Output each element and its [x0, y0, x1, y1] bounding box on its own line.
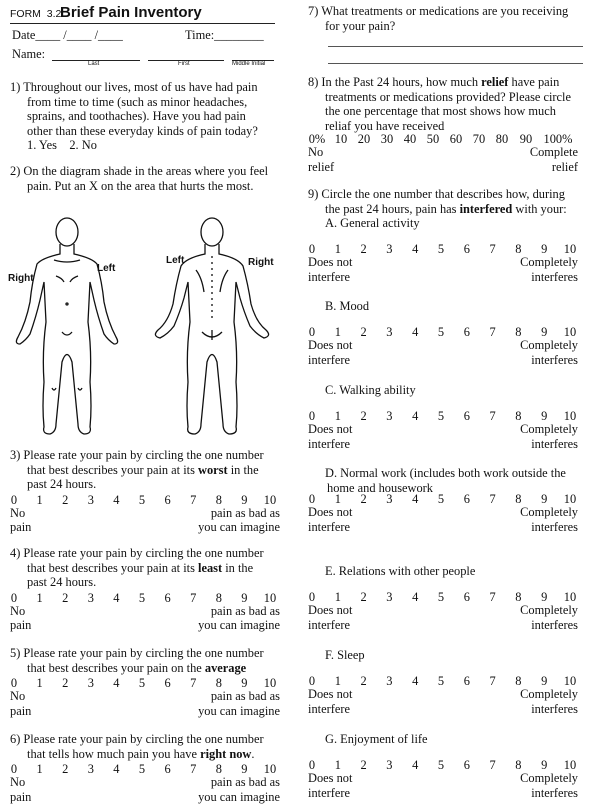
q9-item-e-option-5[interactable]: 5 [437, 590, 445, 604]
q9-item-a-option-6[interactable]: 6 [463, 242, 470, 256]
time-field[interactable]: Time:________ [185, 28, 264, 42]
q9-item-a-left-anchor [308, 255, 352, 284]
q9-item-a-option-9[interactable]: 9 [541, 242, 548, 256]
q9-item-g-label-line-1: G. Enjoyment of life [325, 732, 428, 746]
q6-line2-bold: right now [200, 746, 252, 761]
q8-left-anchor-1: No [308, 145, 324, 159]
q5-right-anchor [160, 689, 280, 718]
q9-item-e-option-2[interactable]: 2 [360, 590, 367, 604]
q9-item-a-right-anchor [468, 255, 578, 284]
q1-option-no[interactable]: 2. No [69, 138, 97, 152]
q9-item-b-right-anchor-2: interferes [531, 352, 578, 367]
q4-right-anchor-2: you can imagine [198, 618, 280, 632]
q3-right-anchor-2: you can imagine [198, 520, 280, 534]
q9-item-b-option-9[interactable]: 9 [541, 325, 548, 339]
q9-line2-post: with your: [512, 201, 567, 216]
q8-line-4: reliaf you have received [325, 118, 445, 133]
q3-right-anchor-1: pain as bad as [210, 505, 280, 520]
q9-item-c-left-anchor [308, 422, 352, 451]
q5-left-anchor-1: No [10, 689, 26, 703]
q3-line2-post: in the [227, 462, 259, 477]
q9-item-d-right-anchor-2: interferes [531, 519, 578, 534]
q4-right-anchor-1: pain as bad as [210, 603, 280, 618]
q9-item-g-label [325, 732, 590, 747]
q9-item-c-label-line-1: C. Walking ability [325, 383, 416, 397]
q1-option-yes[interactable]: 1. Yes [27, 138, 57, 152]
q4-option-6[interactable]: 6 [164, 590, 171, 605]
q9-item-d-right-anchor-1: Completely [520, 505, 578, 519]
q3-right-anchor [160, 506, 280, 535]
q9-item-d-option-7[interactable]: 7 [489, 492, 496, 506]
q9-item-e-left-anchor [308, 603, 352, 632]
q5-line-2 [10, 661, 295, 676]
q9-item-c-option-0[interactable]: 0 [308, 409, 316, 423]
q3-left-anchor-1: No [10, 505, 26, 520]
q3-option-7[interactable]: 7 [190, 492, 197, 507]
question-2 [10, 164, 300, 193]
q8-post: have pain [508, 75, 560, 89]
name-last-sublabel: Last [88, 61, 100, 67]
q4-option-0[interactable]: 0 [10, 590, 18, 605]
q8-percent-option-4[interactable]: 40 [403, 132, 417, 146]
q3-option-5[interactable]: 5 [138, 492, 146, 507]
q9-item-e-option-10[interactable]: 10 [563, 590, 577, 604]
q9-item-f-option-6[interactable]: 6 [463, 674, 470, 688]
front-left-label: Left [97, 263, 116, 274]
q9-item-d-label [325, 466, 590, 495]
q9-item-g-right-anchor-2: interferes [531, 785, 578, 800]
q8-line-3: the one percentage that most shows how much [325, 104, 556, 118]
q9-item-d-option-0[interactable]: 0 [308, 492, 316, 506]
q4-line2-pre: that best describes your pain at its [27, 560, 199, 575]
q9-item-e-option-7[interactable]: 7 [489, 590, 496, 604]
q9-item-e-right-anchor-2: interferes [531, 617, 578, 632]
name-middle-sublabel: Middle Initial [232, 61, 266, 67]
q6-option-3[interactable]: 3 [87, 762, 94, 776]
q9-item-b-option-2[interactable]: 2 [360, 325, 367, 339]
q9-item-d-label-line-1: D. Normal work (includes both work outside the [325, 466, 566, 480]
q9-item-d-option-8[interactable]: 8 [515, 492, 522, 506]
q6-option-8[interactable]: 8 [215, 762, 222, 776]
q9-item-g-option-3[interactable]: 3 [386, 758, 393, 772]
q4-option-5[interactable]: 5 [138, 590, 146, 605]
q9-item-b-left-anchor-2: interfere [308, 352, 350, 367]
q9-line-2 [308, 202, 590, 217]
q9-item-d-option-3[interactable]: 3 [386, 492, 393, 506]
q5-option-3[interactable]: 3 [87, 676, 94, 690]
q9-item-g-option-7[interactable]: 7 [489, 758, 496, 772]
question-4 [10, 546, 295, 590]
q6-right-anchor-1: pain as bad as [210, 775, 280, 789]
q9-item-d-option-5[interactable]: 5 [437, 492, 445, 506]
q9-item-a-option-5[interactable]: 5 [437, 242, 445, 256]
q9-item-c-left-anchor-2: interfere [308, 436, 350, 451]
q3-option-10[interactable]: 10 [263, 492, 277, 507]
q6-line2-post: . [251, 746, 255, 761]
q9-item-b-option-8[interactable]: 8 [515, 325, 522, 339]
q9-item-a-option-7[interactable]: 7 [489, 242, 496, 256]
q7-line-2: for your pain? [325, 18, 396, 33]
q9-item-f-option-5[interactable]: 5 [437, 674, 445, 688]
q6-right-anchor [160, 775, 280, 804]
q4-line2-bold: least [198, 560, 223, 575]
q1-line-4: other than these everyday kinds of pain today? [27, 123, 258, 138]
q9-item-c-option-1[interactable]: 1 [334, 409, 341, 423]
name-label: Name: [12, 47, 46, 61]
question-5 [10, 646, 295, 675]
q5-option-10[interactable]: 10 [263, 676, 277, 690]
q9-item-b-option-10[interactable]: 10 [563, 325, 577, 339]
back-right-label: Right [248, 257, 274, 268]
q3-option-8[interactable]: 8 [215, 492, 222, 507]
q9-item-g-left-anchor-1: Does not [308, 771, 353, 785]
q6-line2-pre: that tells how much pain you have [27, 746, 201, 761]
q3-line2-pre: that best describes your pain at its [27, 462, 199, 477]
q8-percent-option-7[interactable]: 70 [472, 132, 486, 146]
q8-line-1 [308, 75, 559, 89]
q6-left-anchor [10, 775, 31, 804]
q5-left-anchor [10, 689, 31, 718]
q9-item-e-option-0[interactable]: 0 [308, 590, 316, 604]
q8-left-anchor [308, 145, 334, 174]
q9-item-a-option-10[interactable]: 10 [563, 242, 577, 256]
q4-right-anchor [160, 604, 280, 633]
q8-right-anchor-2: relief [551, 159, 578, 174]
question-6 [10, 732, 295, 761]
q9-item-b-right-anchor [468, 338, 578, 367]
q9-item-e-label-line-1: E. Relations with other people [325, 564, 476, 578]
q9-item-a-option-0[interactable]: 0 [308, 242, 316, 256]
q1-line-1: 1) Throughout our lives, most of us have had pain [10, 80, 258, 94]
q4-option-7[interactable]: 7 [190, 590, 197, 605]
q8-pre: 8) In the Past 24 hours, how much [308, 75, 482, 89]
q6-option-1[interactable]: 1 [36, 762, 43, 776]
q5-option-6[interactable]: 6 [164, 676, 171, 690]
q3-option-4[interactable]: 4 [113, 492, 120, 507]
q9-item-c-option-6[interactable]: 6 [463, 409, 470, 423]
q8-percent-option-10[interactable]: 100% [543, 132, 573, 146]
q9-item-f-option-10[interactable]: 10 [563, 674, 577, 688]
q9-item-f-option-9[interactable]: 9 [541, 674, 548, 688]
q9-item-c-right-anchor-1: Completely [520, 422, 578, 436]
q9-item-a-left-anchor-2: interfere [308, 269, 350, 284]
q4-left-anchor-2: pain [10, 618, 32, 632]
q9-item-b-option-3[interactable]: 3 [386, 325, 393, 339]
q9-item-d-label-line-2: home and housework [327, 480, 433, 495]
q6-option-2[interactable]: 2 [62, 762, 69, 776]
q9-item-e-right-anchor-1: Completely [520, 603, 578, 617]
q9-item-b-option-5[interactable]: 5 [437, 325, 445, 339]
q9-item-f-right-anchor-1: Completely [520, 687, 578, 701]
q9-item-g-option-10[interactable]: 10 [563, 758, 577, 772]
q9-item-g-option-8[interactable]: 8 [515, 758, 522, 772]
q1-line-3: sprains, and toothaches). Have you had pain [27, 109, 246, 123]
q4-left-anchor [10, 604, 31, 633]
q9-item-b-label-line-1: B. Mood [325, 299, 370, 313]
q9-item-a-left-anchor-1: Does not [308, 255, 353, 269]
q9-item-e-option-8[interactable]: 8 [515, 590, 522, 604]
q9-item-d-option-1[interactable]: 1 [334, 492, 341, 506]
q9-item-a-option-2[interactable]: 2 [360, 242, 367, 256]
q6-left-anchor-1: No [10, 775, 26, 789]
q9-item-d-scale [0, 492, 591, 506]
q9-item-g-option-1[interactable]: 1 [334, 758, 341, 772]
q5-option-2[interactable]: 2 [62, 676, 69, 690]
q9-item-g-option-9[interactable]: 9 [541, 758, 548, 772]
q9-item-f-label [325, 648, 590, 663]
q9-item-b-option-7[interactable]: 7 [489, 325, 496, 339]
q8-right-anchor-1: Complete [529, 145, 578, 159]
q3-left-anchor [10, 506, 31, 535]
q6-option-7[interactable]: 7 [190, 762, 197, 776]
q8-percent-option-0[interactable]: 0% [308, 132, 326, 146]
q9-item-a-label [325, 216, 590, 231]
q9-item-f-label-line-1: F. Sleep [325, 648, 365, 662]
q3-line-1: 3) Please rate your pain by circling the one number [10, 448, 264, 462]
q3-line2-bold: worst [198, 462, 228, 477]
q5-line2-pre: that best describes your pain on the [27, 660, 205, 675]
q9-item-c-option-3[interactable]: 3 [386, 409, 393, 423]
q9-item-f-option-7[interactable]: 7 [489, 674, 496, 688]
q9-item-b-option-1[interactable]: 1 [334, 325, 341, 339]
q9-item-e-option-6[interactable]: 6 [463, 590, 470, 604]
q4-option-1[interactable]: 1 [36, 590, 43, 605]
question-3 [10, 448, 295, 492]
q6-option-4[interactable]: 4 [113, 762, 120, 776]
q9-item-g-option-6[interactable]: 6 [463, 758, 470, 772]
q9-item-g-right-anchor-1: Completely [520, 771, 578, 785]
q5-option-8[interactable]: 8 [215, 676, 222, 690]
q9-item-a-option-8[interactable]: 8 [515, 242, 522, 256]
q8-line-2: treatments or medications provided? Please circle [325, 89, 571, 104]
q9-item-b-option-4[interactable]: 4 [412, 325, 419, 339]
question-8 [308, 75, 588, 133]
question-7 [308, 4, 588, 33]
q9-item-c-label [325, 383, 590, 398]
q5-option-0[interactable]: 0 [10, 676, 18, 690]
q9-item-c-left-anchor-1: Does not [308, 422, 353, 436]
q8-percent-option-5[interactable]: 50 [426, 132, 440, 146]
q8-right-anchor [478, 145, 578, 174]
q9-item-b-left-anchor-1: Does not [308, 338, 353, 352]
q9-item-e-option-4[interactable]: 4 [412, 590, 419, 604]
date-field[interactable]: Date____ /____ /____ [12, 28, 123, 42]
q9-line-1: 9) Circle the one number that describes how, during [308, 187, 565, 201]
q9-item-b-scale [0, 325, 591, 339]
q9-item-c-right-anchor-2: interferes [531, 436, 578, 451]
q9-item-c-option-7[interactable]: 7 [489, 409, 496, 423]
q9-item-f-left-anchor [308, 687, 352, 716]
q9-item-c-option-4[interactable]: 4 [412, 409, 419, 423]
q6-option-10[interactable]: 10 [263, 762, 277, 776]
q9-item-f-option-2[interactable]: 2 [360, 674, 367, 688]
q6-option-9[interactable]: 9 [241, 762, 248, 776]
q4-line-1: 4) Please rate your pain by circling the one number [10, 546, 264, 560]
q7-answer-line-1[interactable] [328, 46, 583, 47]
form-title: Brief Pain Inventory [60, 4, 202, 21]
q9-item-d-option-6[interactable]: 6 [463, 492, 470, 506]
q9-item-c-option-8[interactable]: 8 [515, 409, 522, 423]
q9-item-c-option-10[interactable]: 10 [563, 409, 577, 423]
q9-item-g-left-anchor [308, 771, 352, 800]
q8-percent-scale [0, 132, 591, 146]
q2-line-2: pain. Put an X on the area that hurts the most. [27, 178, 254, 193]
q9-item-d-option-9[interactable]: 9 [541, 492, 548, 506]
q2-line-1: 2) On the diagram shade in the areas where you feel [10, 164, 269, 178]
q5-right-anchor-1: pain as bad as [210, 689, 280, 703]
q9-item-g-right-anchor [468, 771, 578, 800]
q9-item-f-option-3[interactable]: 3 [386, 674, 393, 688]
q8-left-anchor-2: relief [308, 159, 335, 174]
q9-item-f-option-1[interactable]: 1 [334, 674, 341, 688]
q8-percent-option-2[interactable]: 20 [357, 132, 371, 146]
q9-item-g-scale [0, 758, 591, 772]
q6-right-anchor-2: you can imagine [198, 789, 280, 804]
q9-item-e-right-anchor [468, 603, 578, 632]
q9-item-b-label [325, 299, 590, 314]
q9-item-b-right-anchor-1: Completely [520, 338, 578, 352]
front-right-label: Right [8, 273, 34, 284]
q7-answer-line-2[interactable] [328, 63, 583, 64]
q9-item-d-left-anchor-1: Does not [308, 505, 353, 519]
q8-percent-option-8[interactable]: 80 [495, 132, 509, 146]
q9-item-d-option-4[interactable]: 4 [412, 492, 419, 506]
q9-item-f-scale [0, 674, 591, 688]
q9-line2-pre: the past 24 hours, pain has [325, 201, 460, 216]
q9-item-d-left-anchor [308, 505, 352, 534]
q5-option-9[interactable]: 9 [241, 676, 248, 690]
q5-option-7[interactable]: 7 [190, 676, 197, 690]
q9-item-e-option-1[interactable]: 1 [334, 590, 341, 604]
q5-option-1[interactable]: 1 [36, 676, 43, 690]
q9-item-c-right-anchor [468, 422, 578, 451]
q4-option-3[interactable]: 3 [87, 590, 94, 605]
q6-option-5[interactable]: 5 [138, 762, 146, 776]
q8-percent-option-9[interactable]: 90 [519, 132, 533, 146]
q8-percent-option-3[interactable]: 30 [380, 132, 394, 146]
q5-option-5[interactable]: 5 [138, 676, 146, 690]
q9-item-a-option-3[interactable]: 3 [386, 242, 393, 256]
q9-item-d-left-anchor-2: interfere [308, 519, 350, 534]
q9-item-e-label [325, 564, 590, 579]
header-rule [10, 23, 275, 24]
q9-item-f-left-anchor-1: Does not [308, 687, 353, 701]
q9-item-c-option-2[interactable]: 2 [360, 409, 367, 423]
q8-percent-option-1[interactable]: 10 [334, 132, 348, 146]
q9-item-e-left-anchor-2: interfere [308, 617, 350, 632]
q4-line2-post: in the [222, 560, 254, 575]
q6-left-anchor-2: pain [10, 789, 32, 804]
q4-option-2[interactable]: 2 [62, 590, 69, 605]
q9-item-g-option-2[interactable]: 2 [360, 758, 367, 772]
q9-item-e-scale [0, 590, 591, 604]
form-number: 3.2 [46, 8, 62, 20]
back-left-label: Left [166, 255, 185, 266]
q9-item-a-right-anchor-1: Completely [520, 255, 578, 269]
name-first-sublabel: First [178, 61, 190, 67]
q9-item-b-option-0[interactable]: 0 [308, 325, 316, 339]
q8-percent-option-6[interactable]: 60 [449, 132, 463, 146]
q3-option-2[interactable]: 2 [62, 492, 69, 507]
q9-item-a-scale [0, 242, 591, 256]
q9-item-e-option-3[interactable]: 3 [386, 590, 393, 604]
q9-item-e-left-anchor-1: Does not [308, 603, 353, 617]
question-9 [308, 187, 590, 216]
q3-option-3[interactable]: 3 [87, 492, 94, 507]
q9-item-f-left-anchor-2: interfere [308, 701, 350, 716]
q9-item-a-right-anchor-2: interferes [531, 269, 578, 284]
q4-option-9[interactable]: 9 [241, 590, 248, 605]
q5-option-4[interactable]: 4 [113, 676, 120, 690]
q5-line-1: 5) Please rate your pain by circling the one number [10, 646, 264, 660]
q9-item-d-option-2[interactable]: 2 [360, 492, 367, 506]
q9-item-b-left-anchor [308, 338, 352, 367]
q9-item-a-option-4[interactable]: 4 [412, 242, 419, 256]
q9-item-g-option-0[interactable]: 0 [308, 758, 316, 772]
q3-line-2 [10, 463, 295, 478]
q9-item-g-option-5[interactable]: 5 [437, 758, 445, 772]
q4-option-4[interactable]: 4 [113, 590, 120, 605]
q4-option-8[interactable]: 8 [215, 590, 222, 605]
q9-item-c-option-5[interactable]: 5 [437, 409, 445, 423]
form-word: FORM [10, 8, 41, 20]
q5-right-anchor-2: you can imagine [198, 703, 280, 718]
q9-item-f-right-anchor [468, 687, 578, 716]
q9-item-f-option-0[interactable]: 0 [308, 674, 316, 688]
q9-item-a-label-line-1: A. General activity [325, 216, 420, 230]
q9-item-b-option-6[interactable]: 6 [463, 325, 470, 339]
q4-option-10[interactable]: 10 [263, 590, 277, 605]
q4-line-3: past 24 hours. [27, 575, 97, 589]
q9-item-e-option-9[interactable]: 9 [541, 590, 548, 604]
q8-bold: relief [481, 75, 509, 89]
q9-item-a-option-1[interactable]: 1 [334, 242, 341, 256]
q3-line-3: past 24 hours. [27, 477, 97, 491]
q9-item-f-option-4[interactable]: 4 [412, 674, 419, 688]
q9-item-d-right-anchor [468, 505, 578, 534]
q4-left-anchor-1: No [10, 603, 26, 618]
q1-line-2: from time to time (such as minor headaches, [27, 94, 248, 109]
q3-option-1[interactable]: 1 [36, 492, 43, 507]
q6-option-6[interactable]: 6 [164, 762, 171, 776]
q6-option-0[interactable]: 0 [10, 762, 18, 776]
q3-left-anchor-2: pain [10, 520, 32, 534]
q9-item-c-scale [0, 409, 591, 423]
q9-item-g-option-4[interactable]: 4 [412, 758, 419, 772]
q9-line2-bold: interfered [459, 201, 513, 216]
q9-item-c-option-9[interactable]: 9 [541, 409, 548, 423]
q9-item-d-option-10[interactable]: 10 [563, 492, 577, 506]
form-label [10, 8, 61, 20]
q6-line-1: 6) Please rate your pain by circling the one number [10, 732, 264, 746]
q9-item-f-right-anchor-2: interferes [531, 701, 578, 716]
q5-left-anchor-2: pain [10, 703, 32, 718]
q7-line-1: 7) What treatments or medications are you receiving [308, 4, 569, 18]
q3-option-6[interactable]: 6 [164, 492, 171, 507]
q3-option-0[interactable]: 0 [10, 492, 18, 507]
q5-line2-bold: average [204, 660, 247, 675]
q9-item-g-left-anchor-2: interfere [308, 785, 350, 800]
q4-line-2 [10, 561, 295, 576]
q9-item-f-option-8[interactable]: 8 [515, 674, 522, 688]
q3-option-9[interactable]: 9 [241, 492, 248, 507]
